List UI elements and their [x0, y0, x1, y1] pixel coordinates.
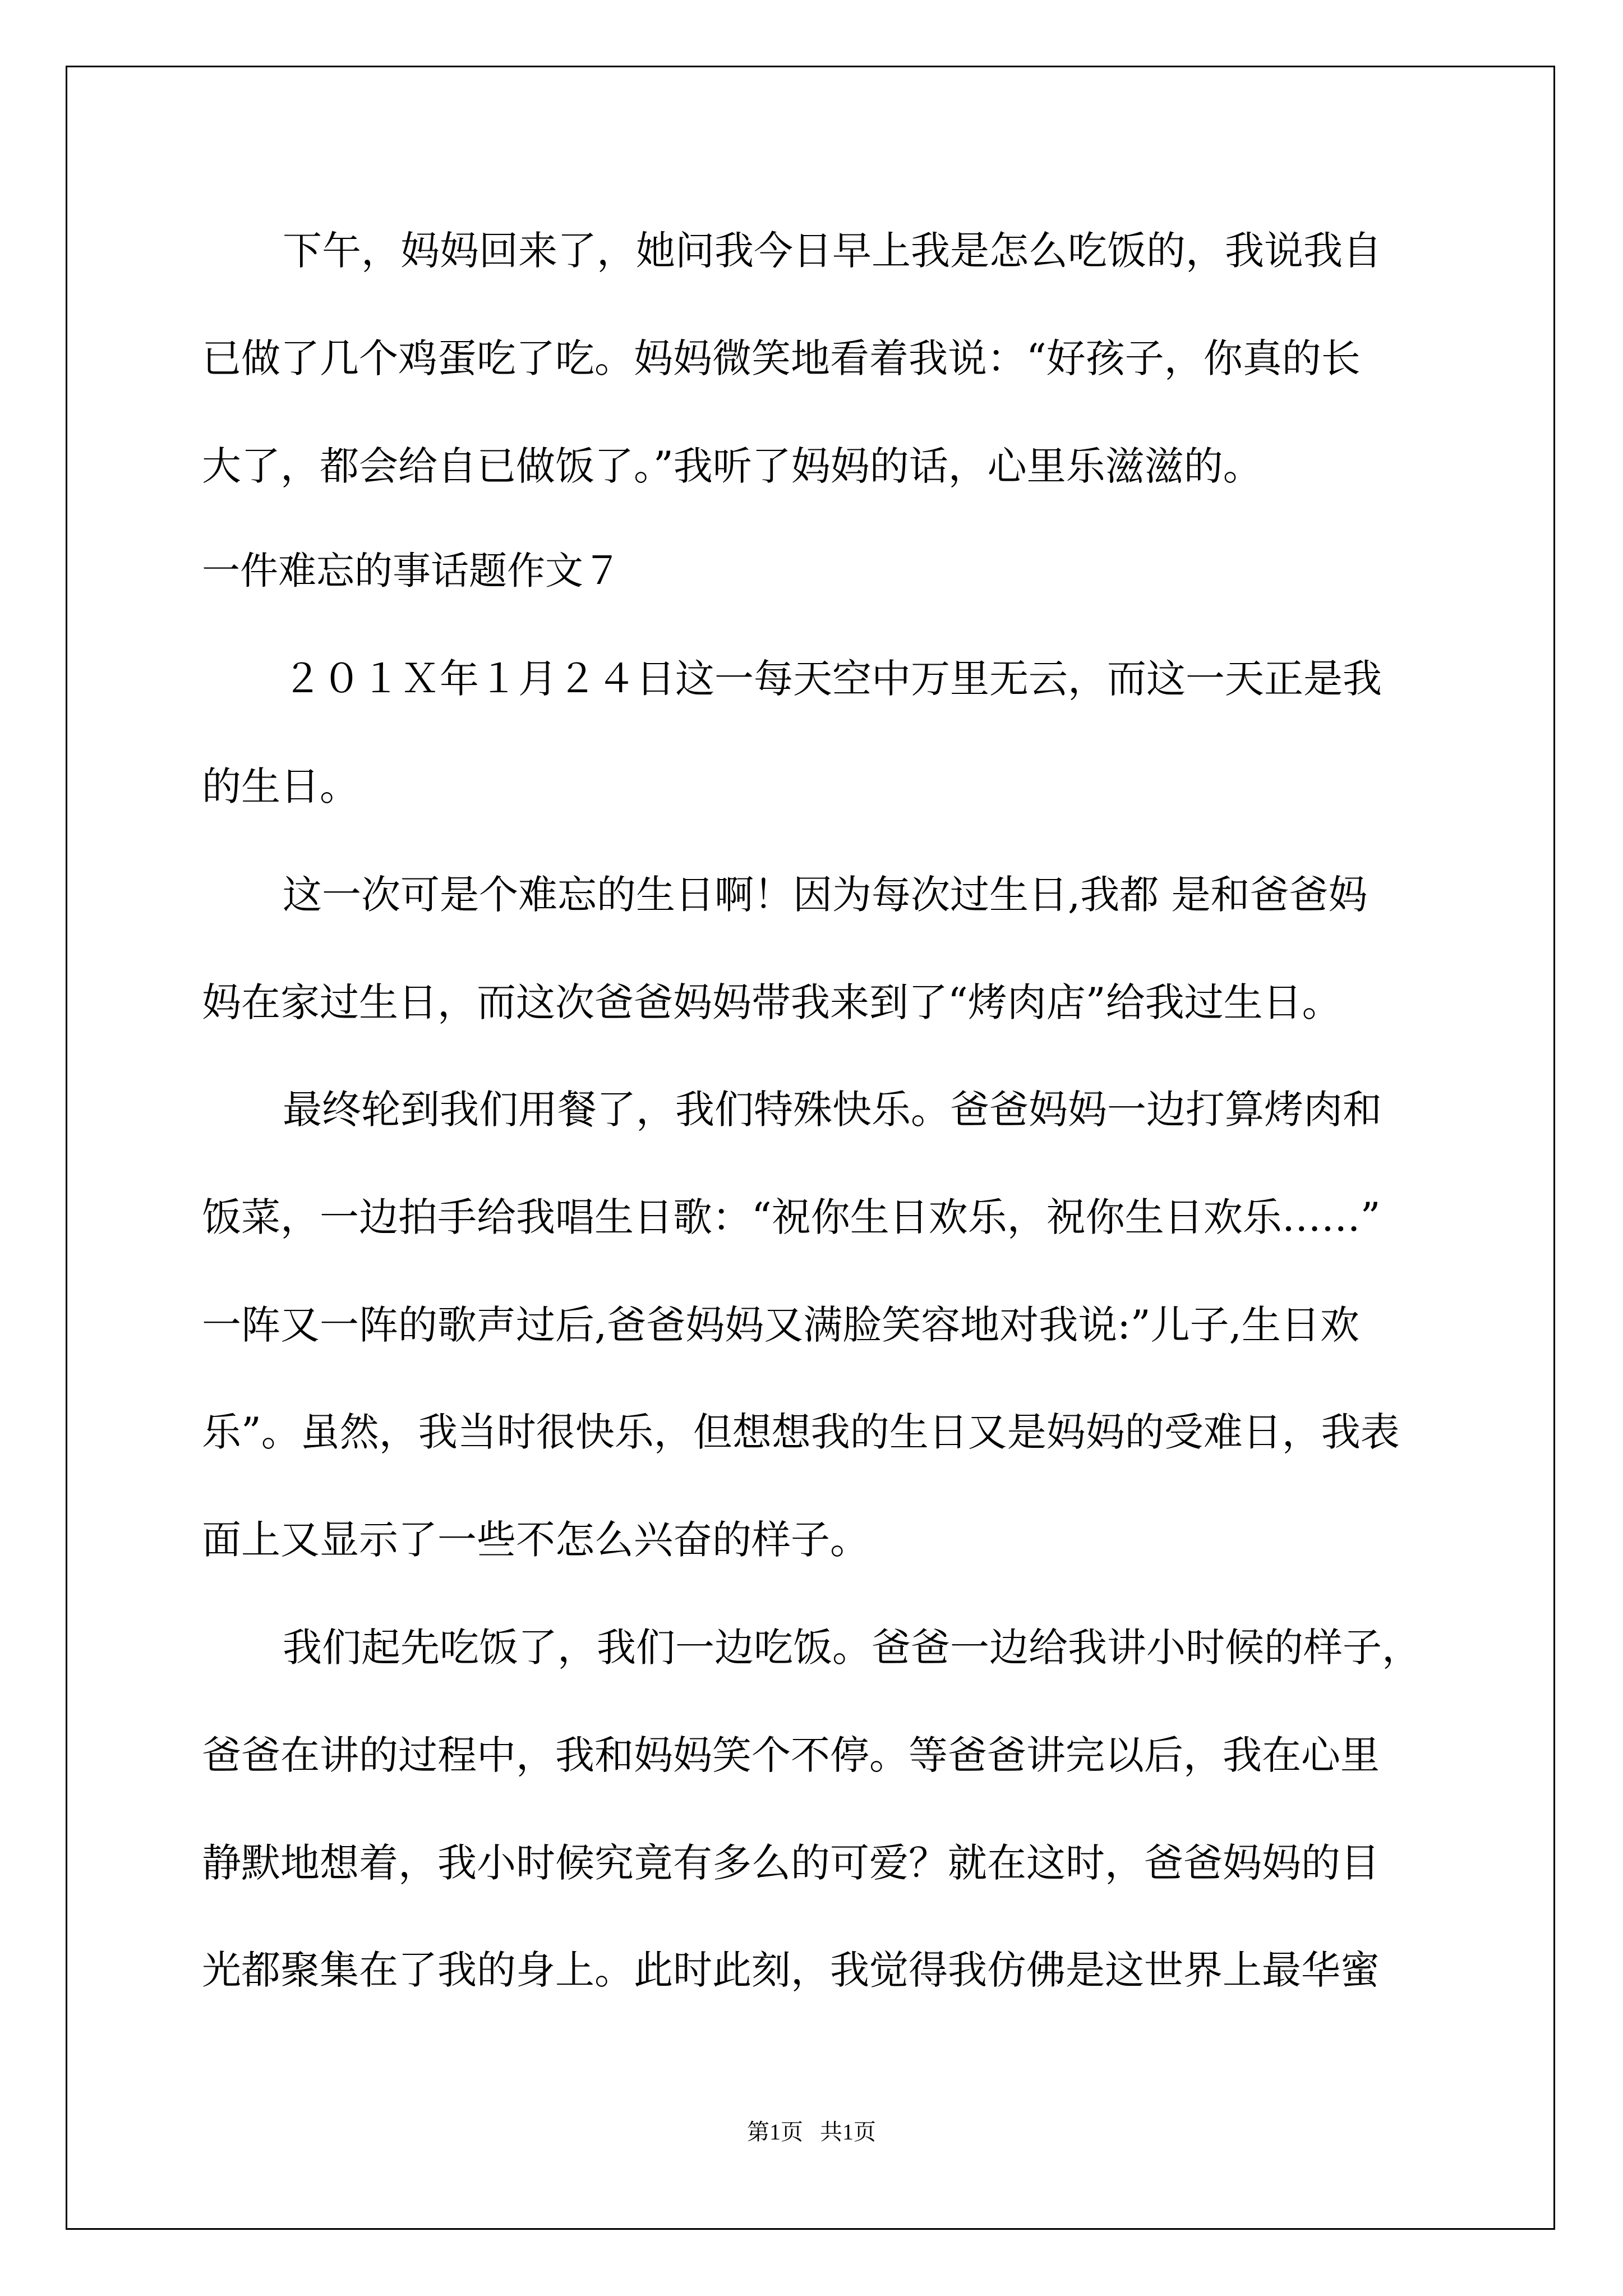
paragraph-line: 饭菜，一边拍手给我唱生日歌：“祝你生日欢乐，祝你生日欢乐……” [202, 1194, 1381, 1240]
paragraph-line: 静默地想着，我小时候究竟有多么的可爱？就在这时，爸爸妈妈的目 [202, 1840, 1380, 1886]
page-number-footer: 第1页 共1页 [747, 2119, 876, 2145]
paragraph-line: 光都聚集在了我的身上。此时此刻，我觉得我仿佛是这世界上最华蜜 [202, 1947, 1380, 1993]
paragraph-line: 这一次可是个难忘的生日啊！因为每次过生日,我都 是和爸爸妈 [283, 872, 1368, 918]
paragraph-line: 下午，妈妈回来了，她问我今日早上我是怎么吃饭的，我说我自 [283, 228, 1382, 274]
paragraph-line: 妈在家过生日，而这次爸爸妈妈带我来到了“烤肉店”给我过生日。 [202, 979, 1341, 1025]
paragraph-line: 的生日。 [202, 763, 359, 809]
section-heading: 一件难忘的事话题作文７ [202, 549, 622, 593]
paragraph-line: 大了，都会给自已做饭了。”我听了妈妈的话，心里乐滋滋的。 [202, 443, 1262, 489]
paragraph-line: ２０１Ｘ年１月２４日这一每天空中万里无云，而这一天正是我 [283, 656, 1382, 702]
paragraph-line: 面上又显示了一些不怎么兴奋的样子。 [202, 1517, 869, 1563]
paragraph-line: 我们起先吃饭了，我们一边吃饭。爸爸一边给我讲小时候的样子， [283, 1625, 1421, 1671]
paragraph-line: 爸爸在讲的过程中，我和妈妈笑个不停。等爸爸讲完以后，我在心里 [202, 1732, 1380, 1778]
page-border [66, 66, 1555, 2230]
paragraph-line: 已做了几个鸡蛋吃了吃。妈妈微笑地看着我说：“好孩子，你真的长 [202, 335, 1361, 381]
paragraph-line: 最终轮到我们用餐了，我们特殊快乐。爸爸妈妈一边打算烤肉和 [283, 1087, 1382, 1133]
paragraph-line: 乐”。虽然，我当时很快乐，但想想我的生日又是妈妈的受难日，我表 [202, 1409, 1400, 1455]
paragraph-line: 一阵又一阵的歌声过后,爸爸妈妈又满脸笑容地对我说:”儿子,生日欢 [202, 1302, 1359, 1348]
